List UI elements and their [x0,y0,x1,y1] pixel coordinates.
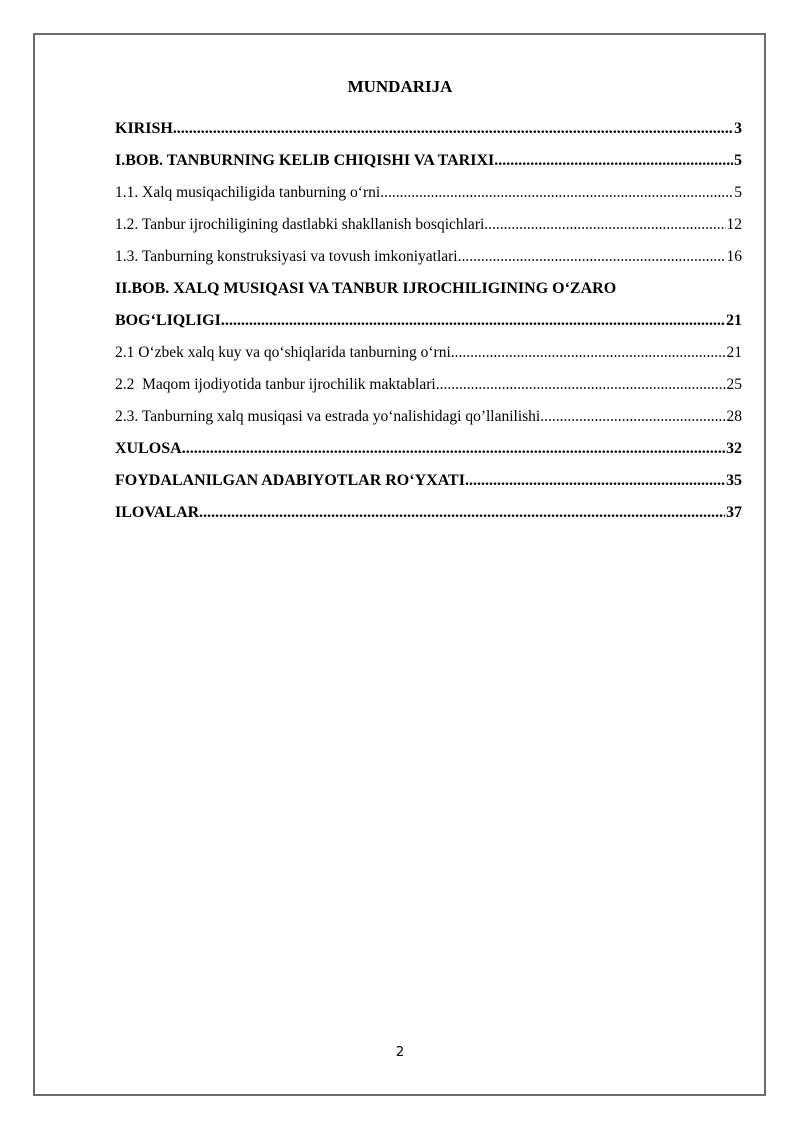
toc-entry-label: ILOVALAR [115,504,200,521]
toc-dot-leader [465,465,725,497]
toc-entry-page: 37 [726,504,742,521]
toc-entry-label: I.BOB. TANBURNING KELIB CHIQISHI VA TARIXI [115,152,495,169]
toc-entry-page: 21 [726,344,742,361]
toc-entry-1-2[interactable] [115,209,742,241]
toc-entry-bob2[interactable] [115,305,742,337]
toc-entry-ilovalar[interactable] [115,497,742,529]
toc-entry-adabiyotlar[interactable] [115,465,742,497]
toc-entry-1-3[interactable] [115,241,742,273]
toc-entry-bob2-line1[interactable] [115,273,742,305]
toc-entry-label: II.BOB. XALQ MUSIQASI VA TANBUR IJROCHILIGINING O‘ZARO [115,280,617,297]
toc-entry-label: 1.2. Tanbur ijrochiligining dastlabki shakllanish bosqichlari [115,216,485,233]
toc-dot-leader [199,497,725,529]
toc-entry-label: KIRISH [115,120,173,137]
toc-entry-page: 5 [734,152,742,169]
toc-entry-bob1[interactable] [115,145,742,177]
toc-dot-leader [458,241,726,273]
toc-dot-leader [436,369,726,401]
toc-entry-page: 25 [726,376,742,393]
toc-entry-page: 21 [726,312,742,329]
toc-entry-page: 5 [734,184,742,201]
toc-dot-leader [494,145,733,177]
toc-entry-label: FOYDALANILGAN ADABIYOTLAR RO‘YXATI [115,472,465,489]
toc-entry-2-2[interactable] [115,369,742,401]
toc-entry-label: BOG‘LIQLIGI [115,312,221,329]
toc-entry-label: 1.1. Xalq musiqachiligida tanburning o‘rni [115,184,381,201]
toc-entry-label: 2.2 Maqom ijodiyotida tanbur ijrochilik maktablari [115,376,436,393]
toc-entry-xulosa[interactable] [115,433,742,465]
toc-dot-leader [380,177,733,209]
toc-entry-2-3[interactable] [115,401,742,433]
toc-entry-label: 1.3. Tanburning konstruksiyasi va tovush imkoniyatlari [115,248,458,265]
table-of-contents [115,113,742,529]
toc-entry-page: 35 [726,472,742,489]
toc-dot-leader [484,209,725,241]
toc-dot-leader [540,401,725,433]
toc-entry-kirish[interactable] [115,113,742,145]
toc-entry-page: 3 [734,120,742,137]
toc-entry-page: 28 [726,408,742,425]
toc-entry-page: 16 [726,248,742,265]
toc-entry-label: 2.3. Tanburning xalq musiqasi va estrada yo‘nalishidagi qo’llanilishi [115,408,541,425]
page-number: 2 [395,1045,405,1060]
toc-dot-leader [221,305,725,337]
toc-entry-2-1[interactable] [115,337,742,369]
toc-dot-leader [173,113,733,145]
toc-title: MUNDARIJA [347,77,453,96]
toc-entry-page: 32 [726,440,742,457]
toc-entry-page: 12 [726,216,742,233]
toc-entry-label: 2.1 O‘zbek xalq kuy va qo‘shiqlarida tanburning o‘rni [115,344,451,361]
toc-entry-label: XULOSA [115,440,182,457]
toc-dot-leader [451,337,726,369]
toc-entry-1-1[interactable] [115,177,742,209]
toc-dot-leader [182,433,725,465]
